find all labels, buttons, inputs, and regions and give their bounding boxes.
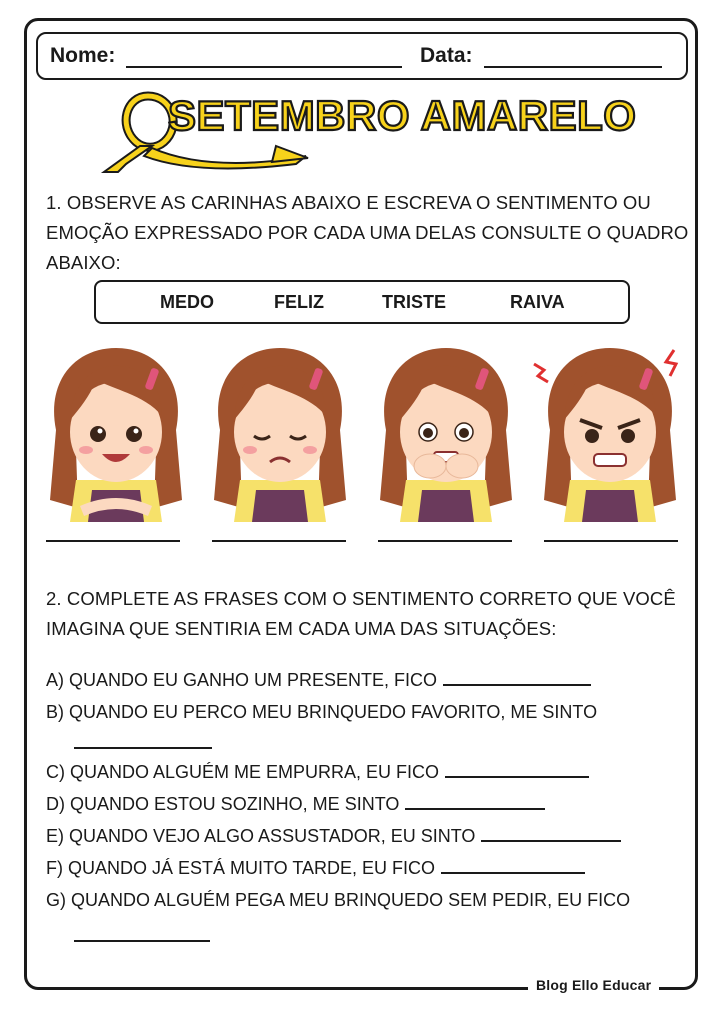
answer-line-scared[interactable] <box>378 540 512 542</box>
happy-girl-face <box>36 340 196 522</box>
name-date-bar <box>36 32 688 80</box>
word-medo: MEDO <box>160 292 214 312</box>
date-field[interactable] <box>484 66 662 68</box>
sentence-e-text: E) QUANDO VEJO ALGO ASSUSTADOR, EU SINTO <box>46 826 476 846</box>
sentence-d-text: D) QUANDO ESTOU SOZINHO, ME SINTO <box>46 794 400 814</box>
sentence-d <box>46 794 545 815</box>
answer-line-happy[interactable] <box>46 540 180 542</box>
question-1-line-3: ABAIXO: <box>46 252 121 273</box>
sentence-b-blank[interactable] <box>74 747 212 749</box>
question-2-line-2: IMAGINA QUE SENTIRIA EM CADA UMA DAS SITUAÇÕES: <box>46 618 557 639</box>
sentence-e <box>46 826 621 847</box>
sentence-e-blank[interactable] <box>481 840 621 842</box>
sentence-a-blank[interactable] <box>443 684 591 686</box>
sentence-g-text: G) QUANDO ALGUÉM PEGA MEU BRINQUEDO SEM PEDIR, EU FICO <box>46 890 631 910</box>
sentence-b-text: B) QUANDO EU PERCO MEU BRINQUEDO FAVORITO, ME SINTO <box>46 702 598 722</box>
sentence-c-text: C) QUANDO ALGUÉM ME EMPURRA, EU FICO <box>46 762 440 782</box>
sentence-f <box>46 858 585 879</box>
word-triste: TRISTE <box>382 292 447 312</box>
word-bank <box>94 280 630 324</box>
sentence-c-blank[interactable] <box>445 776 589 778</box>
answer-line-angry[interactable] <box>544 540 678 542</box>
name-field[interactable] <box>126 66 402 68</box>
sentence-f-text: F) QUANDO JÁ ESTÁ MUITO TARDE, EU FICO <box>46 858 436 878</box>
word-raiva: RAIVA <box>510 292 565 312</box>
footer-credit: Blog Ello Educar <box>528 977 659 993</box>
sentence-a <box>46 670 591 691</box>
sentence-a-text: A) QUANDO EU GANHO UM PRESENTE, FICO <box>46 670 438 690</box>
angry-girl-face <box>530 340 690 522</box>
question-1-line-1: 1. OBSERVE AS CARINHAS ABAIXO E ESCREVA O SENTIMENTO OU <box>46 192 651 213</box>
sentence-b <box>46 702 597 723</box>
sad-girl-face <box>200 340 360 522</box>
title-banner <box>96 86 636 178</box>
sentence-c <box>46 762 589 783</box>
sentence-f-blank[interactable] <box>441 872 585 874</box>
word-feliz: FELIZ <box>274 292 324 312</box>
answer-line-sad[interactable] <box>212 540 346 542</box>
date-label: Data: <box>420 44 473 67</box>
page-title: SETEMBRO AMARELO <box>168 92 637 139</box>
sentence-d-blank[interactable] <box>405 808 545 810</box>
question-1-line-2: EMOÇÃO EXPRESSADO POR CADA UMA DELAS CONSULTE O QUADRO <box>46 222 689 243</box>
sentence-g <box>46 890 630 911</box>
scared-girl-face <box>366 340 526 522</box>
question-2-line-1: 2. COMPLETE AS FRASES COM O SENTIMENTO CORRETO QUE VOCÊ <box>46 588 676 609</box>
name-label: Nome: <box>50 44 116 67</box>
sentence-g-blank[interactable] <box>74 940 210 942</box>
